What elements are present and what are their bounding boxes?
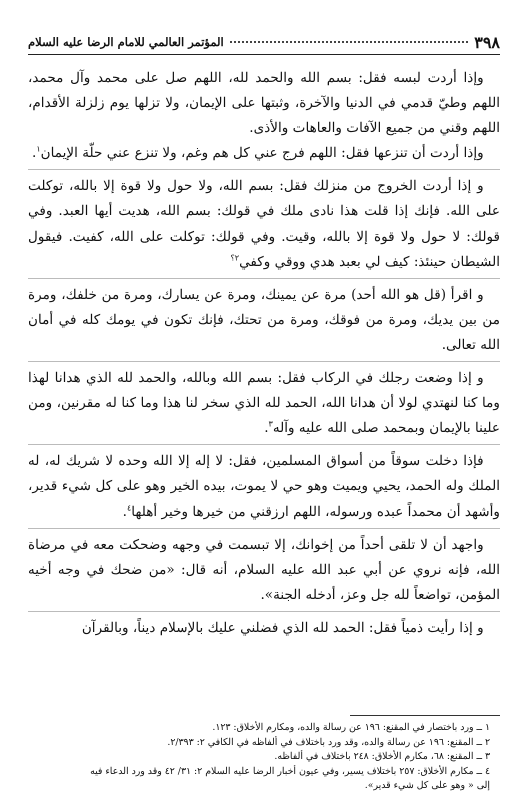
paragraph: وإذا أردت لبسه فقل: بسم الله والحمد لله، اللهم صل على محمد وآل محمد، اللهم وطيّ قدمي في الدنيا والآخرة، وثبتها على الإيمان، ولا تزلها يوم زلزلة الأقدام، اللهم وقني من جميع الآفات والعاهات والأذى. [28, 70, 500, 137]
paragraph: واجهد أن لا تلقى أحداً من إخوانك، إلا تبسمت في وجهه وضحكت معه في مرضاة الله، فإنه نروي عن أبي عبد الله عليه السلام، أنه قال: «من ضحك في وجه أخيه المؤمن، تواضعاً لله جل وعز، أدخله الجنة». [28, 533, 500, 612]
footnote-separator [350, 715, 500, 716]
footnote: ٣ ــ المقنع: ٦٨، مكارم الأخلاق: ٢٤٨ باختلاف في ألفاظه. [274, 751, 490, 762]
footnote-marker: ٣ [268, 419, 273, 429]
running-head-title: المؤتمر العالمي للامام الرضا عليه السلام [28, 35, 224, 49]
footnote-marker: ٤ [127, 502, 132, 512]
footnote-marker: ٢؟ [230, 253, 240, 263]
paragraph: و إذا أردت الخروج من منزلك فقل: بسم الله، ولا حول ولا قوة إلا بالله، توكلت على الله. فإنك إذا قلت هذا نادى ملك في قولك: بسم الله، هديت أيها العبد. وفي قولك: لا حول ولا قوة إلا بالله، وقيت. وفي قولك: توكلت على الله، كفيت. فيقول الشيطان حينئذ: كيف لي بعبد هدي ووقي وكفي$^{٢؟}$ [28, 174, 500, 278]
footnote: ٤ ــ مكارم الأخلاق: ٢٥٧ باختلاف يسير، وفي عيون أخبار الرضا عليه السلام ٢: ٣١/ ٤٢ وقد ورد الدعاء فيه [90, 765, 490, 777]
paragraph: وإذا أردت أن تنزعها فقل: اللهم فرج عني كل هم وغم، ولا تنزع عني حلّة الإيمان$^١$. [28, 141, 500, 170]
paragraph: فإذا دخلت سوقاً من أسواق المسلمين، فقل: لا إله إلا الله وحده لا شريك له، له الملك وله الحمد، يحيي ويميت وهو حي لا يموت، بيده الخير وهو على كل شيء قدير، وأشهد أن محمداً عبده ورسوله، اللهم ارزقني من خيرها وخير أهلها$^٤$. [28, 449, 500, 528]
footnote: ١ ــ ورد باختصار في المقنع: ١٩٦ عن رسالة والده، ومكارم الأخلاق: ١٢٣. [212, 722, 490, 733]
paragraph: و إذا وضعت رجلك في الركاب فقل: بسم الله وبالله، والحمد لله الذي هدانا لهذا وما كنا لنهتدي لولا أن هدانا الله، الحمد لله الذي سخر لنا هذا وما كنا له مقرنين، ومن علينا بالإيمان وبمحمد صلى الله عليه وآله$^٣$. [28, 366, 500, 445]
footnote: ٢ ــ المقنع: ١٩٦ عن رسالة والده، وقد ورد باختلاف في ألفاظه في الكافي ٢: ٢/٣٩٣. [167, 736, 490, 748]
page-number: ٣٩٨ [474, 32, 500, 52]
paragraph: و إذا رأيت ذمياً فقل: الحمد لله الذي فضلني عليك بالإسلام ديناً، وبالقرآن [81, 619, 484, 636]
footnote: إلى « وهو على كل شيء قدير». [364, 780, 490, 791]
paragraph: و اقرأ (قل هو الله أحد) مرة عن يمينك، ومرة عن يسارك، ومرة من خلفك، ومرة من بين يديك، ومرة من فوقك، ومرة من تحتك، فإنك تكون في يومك كله في أمان الله تعالى. [28, 283, 500, 362]
footnotes [28, 721, 500, 794]
footnote-marker: ١ [36, 144, 41, 154]
running-head [28, 30, 500, 55]
main-text [28, 66, 500, 641]
header-dot-leader [230, 41, 469, 43]
